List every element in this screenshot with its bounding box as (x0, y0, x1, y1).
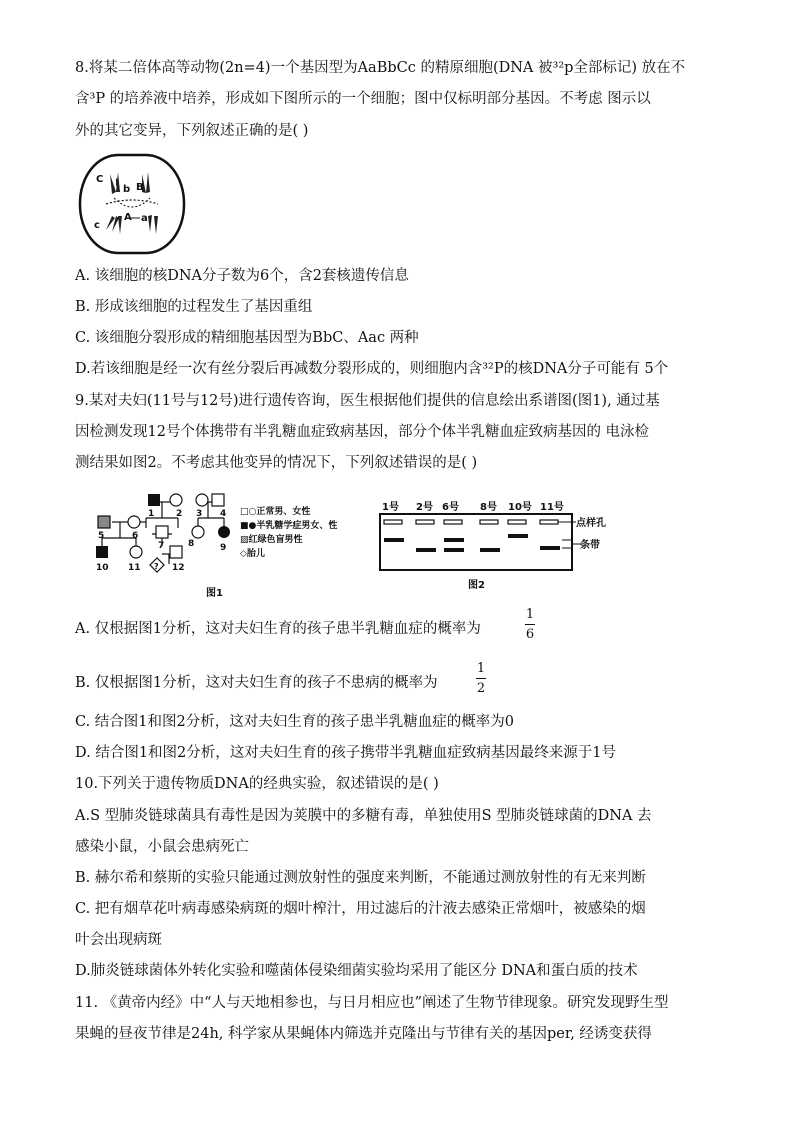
pedigree-num-6: 6 (132, 531, 139, 541)
gene-label-B: B (136, 182, 144, 193)
pedigree-individual-9 (218, 526, 230, 538)
q9-option-a-fraction-bar (525, 624, 535, 625)
q9-option-a-numerator: 1 (525, 607, 535, 622)
pedigree-individual-11 (130, 546, 142, 558)
pedigree-num-10: 10 (96, 563, 109, 573)
q10-option-a-line-1: A.S 型肺炎链球菌具有毒性是因为荚膜中的多糖有毒，单独使用S 型肺炎链球菌的DNA 去 (75, 808, 652, 824)
lane-11-label: 11号 (540, 502, 564, 513)
gene-label-c: c (94, 220, 100, 231)
q10-option-c-line-1: C. 把有烟草花叶病毒感染病斑的烟叶榨汁，用过滤后的汁液去感染正常烟叶，被感染的烟 (75, 901, 646, 917)
pedigree-num-11: 11 (128, 563, 141, 573)
well-label: 点样孔 (576, 518, 606, 529)
q9-option-d: D. 结合图1和图2分析，这对夫妇生育的孩子携带半乳糖血症致病基因最终来源于1号 (75, 745, 616, 761)
lane-1-label: 1号 (382, 502, 399, 513)
q8-option-a: A. 该细胞的核DNA分子数为6个，含2套核遗传信息 (75, 268, 409, 284)
q8-cell-figure (76, 152, 188, 256)
q9-option-b: B. 仅根据图1分析，这对夫妇生育的孩子不患病的概率为 (75, 675, 438, 691)
q9-option-b-fraction-bar (476, 678, 486, 679)
pedigree-individual-5 (98, 516, 110, 528)
q9-option-b-denominator: 2 (476, 681, 486, 696)
pedigree-num-7: 7 (158, 541, 165, 551)
pedigree-num-5: 5 (98, 531, 105, 541)
q11-stem-line-1: 11. 《黄帝内经》中“人与天地相参也，与日月相应也”阐述了生物节律现象。研究发现野生型 (75, 995, 669, 1011)
pedigree-num-2: 2 (176, 509, 183, 519)
pedigree-num-9: 9 (220, 543, 227, 553)
q9-stem-line-1: 9.某对夫妇(11号与12号)进行遗传咨询，医生根据他们提供的信息绘出系谱图(图1), 通过基 (75, 393, 660, 409)
pedigree-individual-3 (196, 494, 208, 506)
q8-option-c: C. 该细胞分裂形成的精细胞基因型为BbC、Aac 两种 (75, 330, 419, 346)
q9-electrophoresis-figure (376, 496, 630, 596)
lane-8-label: 8号 (480, 502, 497, 513)
pedigree-num-8: 8 (188, 539, 195, 549)
q8-option-d: D.若该细胞是经一次有丝分裂后再减数分裂形成的，则细胞内含³²P的核DNA分子可能有 5个 (75, 361, 669, 377)
figure-2-caption: 图2 (468, 580, 485, 591)
q8-stem-line-3: 外的其它变异，下列叙述正确的是( ) (75, 123, 309, 139)
legend-colorblind: ▨红绿色盲男性 (240, 535, 303, 545)
pedigree-individual-1 (148, 494, 160, 506)
pedigree-individual-2 (170, 494, 182, 506)
pedigree-fetus-label: ? (154, 562, 159, 571)
q9-stem-line-3: 测结果如图2。不考虑其他变异的情况下，下列叙述错误的是( ) (75, 455, 478, 471)
pedigree-num-1: 1 (148, 509, 155, 519)
pedigree-num-12: 12 (172, 563, 185, 573)
q10-option-d: D.肺炎链球菌体外转化实验和噬菌体侵染细菌实验均采用了能区分 DNA和蛋白质的技术 (75, 963, 638, 979)
pedigree-individual-12 (170, 546, 182, 558)
q9-option-a: A. 仅根据图1分析，这对夫妇生育的孩子患半乳糖血症的概率为 (75, 621, 481, 637)
pedigree-individual-10 (96, 546, 108, 558)
legend-galactosemia: ■●半乳糖学症男女、性 (240, 521, 338, 531)
legend-normal: □○正常男、女性 (240, 507, 311, 517)
pedigree-num-4: 4 (220, 509, 227, 519)
q8-stem-line-2: 含³P 的培养液中培养，形成如下图所示的一个细胞；图中仅标明部分基因。不考虑 图示以 (75, 91, 651, 107)
lane-6-label: 6号 (442, 502, 459, 513)
q9-pedigree-figure (90, 488, 380, 600)
q8-stem-line-1: 8.将某二倍体高等动物(2n=4)一个基因型为AaBbCc 的精原细胞(DNA 被³²p全部标记) 放在不 (75, 60, 686, 76)
band-label: 条带 (580, 540, 600, 551)
q10-option-c-line-2: 叶会出现病斑 (75, 932, 162, 948)
pedigree-individual-8 (192, 526, 204, 538)
q9-option-c: C. 结合图1和图2分析，这对夫妇生育的孩子患半乳糖血症的概率为0 (75, 714, 514, 730)
pedigree-num-3: 3 (196, 509, 203, 519)
pedigree-individual-7 (156, 526, 168, 538)
q9-stem-line-2: 因检测发现12号个体携带有半乳糖血症致病基因，部分个体半乳糖血症致病基因的 电泳检 (75, 424, 650, 440)
lane-10-label: 10号 (508, 502, 532, 513)
gene-label-C: C (96, 174, 104, 185)
gene-label-a: a (141, 213, 148, 224)
q10-option-b: B. 赫尔希和蔡斯的实验只能通过测放射性的强度来判断，不能通过测放射性的有无来判断 (75, 870, 646, 886)
legend-fetus: ◇胎儿 (240, 549, 265, 559)
lane-2-label: 2号 (416, 502, 433, 513)
q9-option-a-denominator: 6 (525, 627, 535, 642)
gene-label-A: A (124, 212, 132, 223)
q11-stem-line-2: 果蝇的昼夜节律是24h, 科学家从果蝇体内筛选并克隆出与节律有关的基因per, 经诱变获得 (75, 1026, 652, 1042)
q9-option-b-numerator: 1 (476, 661, 486, 676)
pedigree-individual-6 (128, 516, 140, 528)
figure-1-caption: 图1 (206, 588, 223, 599)
q8-option-b: B. 形成该细胞的过程发生了基因重组 (75, 299, 313, 315)
q10-stem: 10.下列关于遗传物质DNA的经典实验，叙述错误的是( ) (75, 776, 439, 792)
gene-label-b: b (123, 184, 131, 195)
q10-option-a-line-2: 感染小鼠，小鼠会患病死亡 (75, 839, 249, 855)
pedigree-individual-4 (212, 494, 224, 506)
